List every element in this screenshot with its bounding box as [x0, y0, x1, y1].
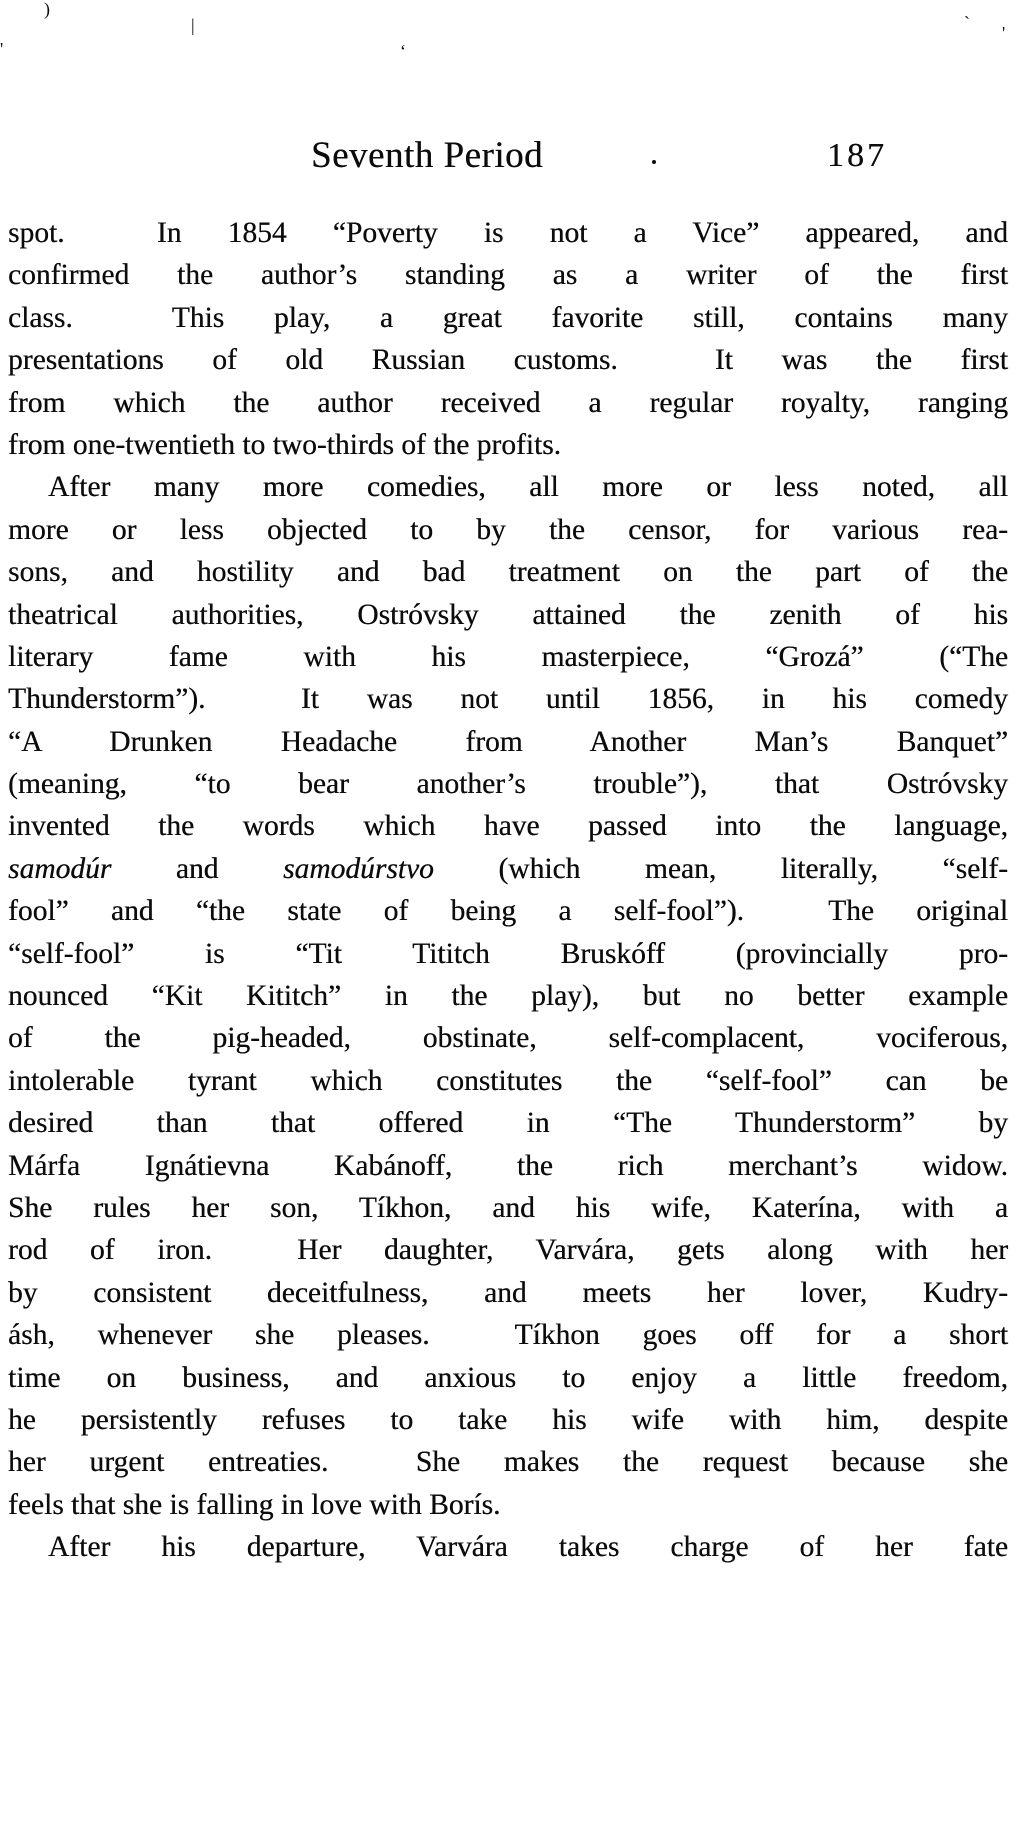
- text-segment: time on business, and anxious to enjoy a little freedom,: [8, 1361, 1008, 1394]
- text-line: [8, 678, 1008, 720]
- text-segment: theatrical authorities, Ostróvsky attained the zenith of his: [8, 598, 1008, 631]
- text-line: [8, 1187, 1008, 1229]
- italic-term: samodúr: [8, 852, 112, 885]
- text-segment: her urgent entreaties. She makes the request because she: [8, 1446, 1008, 1479]
- text-segment: (which mean, literally, “self-: [433, 852, 1009, 885]
- text-line: [8, 212, 1008, 254]
- text-line: [8, 1017, 1008, 1059]
- text-segment: from which the author received a regular royalty, ranging: [8, 386, 1008, 419]
- text-segment: After his departure, Varvára takes charge of her fate: [48, 1531, 1008, 1564]
- text-line: [8, 466, 1008, 508]
- text-line: [8, 975, 1008, 1017]
- text-line: [8, 594, 1008, 636]
- text-segment: ásh, whenever she pleases. Tíkhon goes off for a short: [8, 1319, 1008, 1352]
- text-segment: presentations of old Russian customs. It was the first: [8, 344, 1008, 377]
- text-line: [8, 297, 1008, 339]
- scan-artifact: ʻ: [400, 41, 406, 61]
- text-segment: fool” and “the state of being a self-fool”). The original: [8, 895, 1008, 928]
- text-segment: After many more comedies, all more or less noted, all: [48, 471, 1008, 504]
- text-line: [8, 1272, 1008, 1314]
- page-text: [8, 212, 1008, 1569]
- text-segment: desired than that offered in “The Thunderstorm” by: [8, 1107, 1008, 1140]
- text-segment: by consistent deceitfulness, and meets her lover, Kudry-: [8, 1276, 1008, 1309]
- text-line: [8, 1060, 1008, 1102]
- text-line: [8, 339, 1008, 381]
- text-line: [8, 933, 1008, 975]
- text-line: [8, 254, 1008, 296]
- text-segment: invented the words which have passed into the language,: [8, 810, 1008, 843]
- text-segment: (meaning, “to bear another’s trouble”), that Ostróvsky: [8, 768, 1008, 801]
- text-segment: rod of iron. Her daughter, Varvára, gets along with her: [8, 1234, 1008, 1267]
- text-line: [8, 1357, 1008, 1399]
- text-segment: She rules her son, Tíkhon, and his wife, Katerína, with a: [8, 1191, 1008, 1224]
- text-segment: intolerable tyrant which constitutes the “self-fool” can be: [8, 1064, 1008, 1097]
- text-segment: sons, and hostility and bad treatment on the part of the: [8, 556, 1008, 589]
- text-line: [8, 1484, 1008, 1526]
- text-segment: confirmed the author’s standing as a writer of the first: [8, 259, 1008, 292]
- text-segment: feels that she is falling in love with Borís.: [8, 1488, 501, 1521]
- scan-artifact: ': [0, 39, 4, 59]
- text-segment: “self-fool” is “Tit Tititch Bruskóff (provincially pro-: [8, 937, 1008, 970]
- page-number: 187: [827, 137, 887, 174]
- text-line: [8, 551, 1008, 593]
- scan-artifact: ): [44, 0, 50, 19]
- text-line: [8, 636, 1008, 678]
- text-segment: nounced “Kit Kititch” in the play), but no better example: [8, 980, 1008, 1013]
- text-segment: Márfa Ignátievna Kabánoff, the rich merchant’s widow.: [8, 1149, 1008, 1182]
- text-segment: of the pig-headed, obstinate, self-complacent, vociferous,: [8, 1022, 1008, 1055]
- text-segment: and: [111, 852, 284, 885]
- text-line: [8, 848, 1008, 890]
- text-line: [8, 1314, 1008, 1356]
- text-line: [8, 890, 1008, 932]
- text-line: [8, 424, 1008, 466]
- text-segment: spot. In 1854 “Poverty is not a Vice” appeared, and: [8, 217, 1008, 249]
- text-line: [8, 382, 1008, 424]
- text-line: [8, 1102, 1008, 1144]
- italic-term: samodúrstvo: [283, 852, 434, 885]
- text-segment: from one-twentieth to two-thirds of the profits.: [8, 428, 562, 461]
- text-line: [8, 1399, 1008, 1441]
- text-line: [8, 721, 1008, 763]
- text-segment: he persistently refuses to take his wife with him, despite: [8, 1403, 1008, 1436]
- scan-artifact: ': [1002, 23, 1006, 43]
- text-line: [8, 509, 1008, 551]
- scan-artifact: [652, 160, 656, 164]
- scan-artifact: ˏ: [964, 0, 970, 19]
- text-segment: more or less objected to by the censor, for various rea-: [8, 513, 1008, 546]
- scan-artifact: |: [191, 15, 195, 35]
- text-line: [8, 763, 1008, 805]
- text-line: [8, 1145, 1008, 1187]
- text-segment: literary fame with his masterpiece, “Grozá” (“The: [8, 640, 1008, 673]
- text-segment: Thunderstorm”). It was not until 1856, in his comedy: [8, 683, 1008, 716]
- text-line: [8, 1526, 1008, 1568]
- text-segment: class. This play, a great favorite still, contains many: [8, 301, 1008, 334]
- text-segment: “A Drunken Headache from Another Man’s Banquet”: [8, 725, 1008, 758]
- page-title: Seventh Period: [311, 135, 544, 176]
- text-line: [8, 805, 1008, 847]
- text-line: [8, 1441, 1008, 1483]
- text-line: [8, 1229, 1008, 1271]
